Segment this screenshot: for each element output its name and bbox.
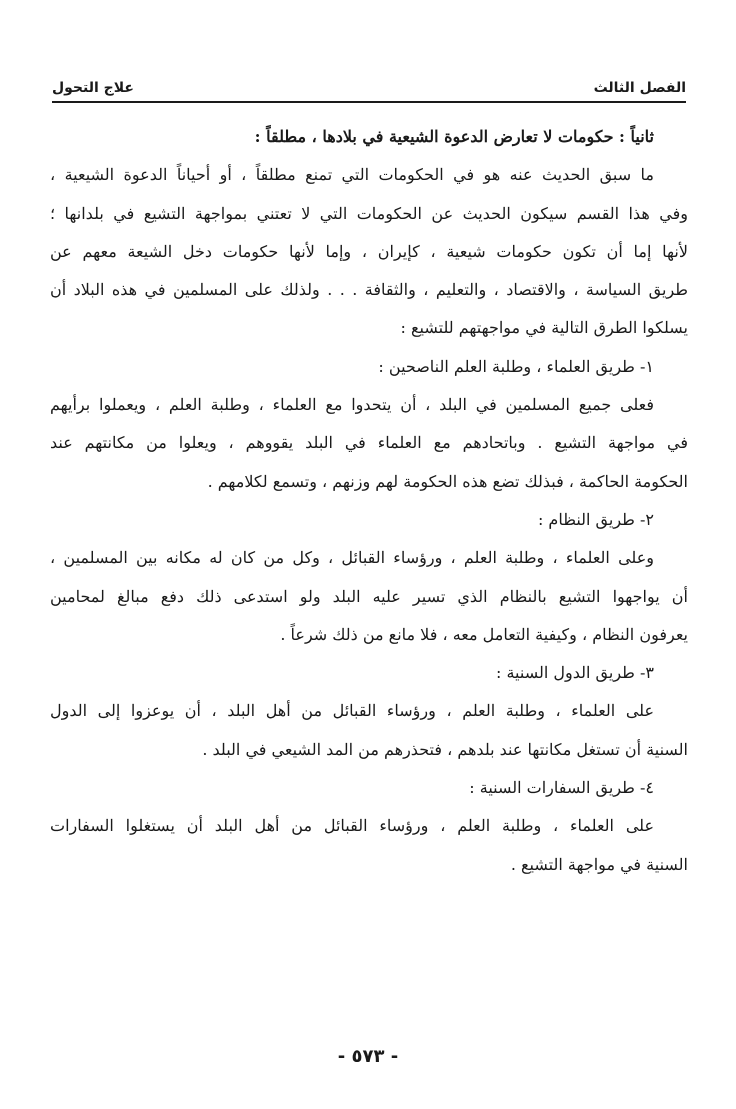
paragraph-line: فعلى جميع المسلمين في البلد ، أن يتحدوا مع العلماء ، وطلبة العلم ، ويعملوا برأيهم [50,395,654,415]
paragraph-line: وعلى العلماء ، وطلبة العلم ، ورؤساء القبائل ، وكل من كان له مكانه بين المسلمين ، [50,548,654,568]
page-body [50,118,688,884]
page-number: - ٥٧٣ - [337,1046,399,1067]
paragraph-line: الحكومة الحاكمة ، فبذلك تضع هذه الحكومة لهم وزنهم ، وتسمع لكلامهم . [207,471,688,491]
paragraph-line: السنية أن تستغل مكانتها عند بلدهم ، فتحذرهم من المد الشيعي في البلد . [202,739,688,759]
subheading-1: ١- طريق العلماء ، وطلبة العلم الناصحين : [378,356,654,376]
paragraph-line: يعرفون النظام ، وكيفية التعامل معه ، فلا مانع من ذلك شرعاً . [280,624,688,644]
paragraph-line: ما سبق الحديث عنه هو في الحكومات التي تمنع مطلقاً ، أو أحياناً الدعوة الشيعية ، [50,165,654,185]
paragraph-line: طريق السياسة ، والاقتصاد ، والتعليم ، والثقافة . . . ولذلك على المسلمين في هذه البلاد أن [50,280,688,300]
section-heading: ثانياً : حكومات لا تعارض الدعوة الشيعية في بلادها ، مطلقاً : [254,127,654,146]
chapter-title: الفصل الثالث [593,80,686,96]
paragraph-line: وفي هذا القسم سيكون الحديث عن الحكومات التي لا تعتني بمواجهة التشيع في بلدانها ؛ [50,203,688,223]
paragraph-line: أن يواجهوا التشيع بالنظام الذي تسير عليه البلد ولو استدعى ذلك دفع مبالغ لمحامين [50,586,688,606]
paragraph-line: يسلكوا الطرق التالية في مواجهتهم للتشيع : [400,318,688,338]
subheading-3: ٣- طريق الدول السنية : [496,663,654,683]
book-title: علاج التحول [52,80,134,96]
paragraph-line: في مواجهة التشيع . وباتحادهم مع العلماء في البلد يقووهم ، ويعلوا من مكانتهم عند [50,433,688,453]
subheading-2: ٢- طريق النظام : [537,509,654,529]
header-rule [52,101,686,103]
paragraph-line: على العلماء ، وطلبة العلم ، ورؤساء القبائل من أهل البلد ، أن يوعزوا إلى الدول [50,701,655,721]
paragraph-line: السنية في مواجهة التشيع . [510,854,688,874]
running-head [52,70,686,100]
paragraph-line: لأنها إما أن تكون حكومات شيعية ، كإيران ، وإما لأنها حكومات دخل الشيعة معهم عن [50,241,688,261]
subheading-4: ٤- طريق السفارات السنية : [469,778,654,798]
paragraph-line: على العلماء ، وطلبة العلم ، ورؤساء القبائل من أهل البلد أن يستغلوا السفارات [50,816,655,836]
